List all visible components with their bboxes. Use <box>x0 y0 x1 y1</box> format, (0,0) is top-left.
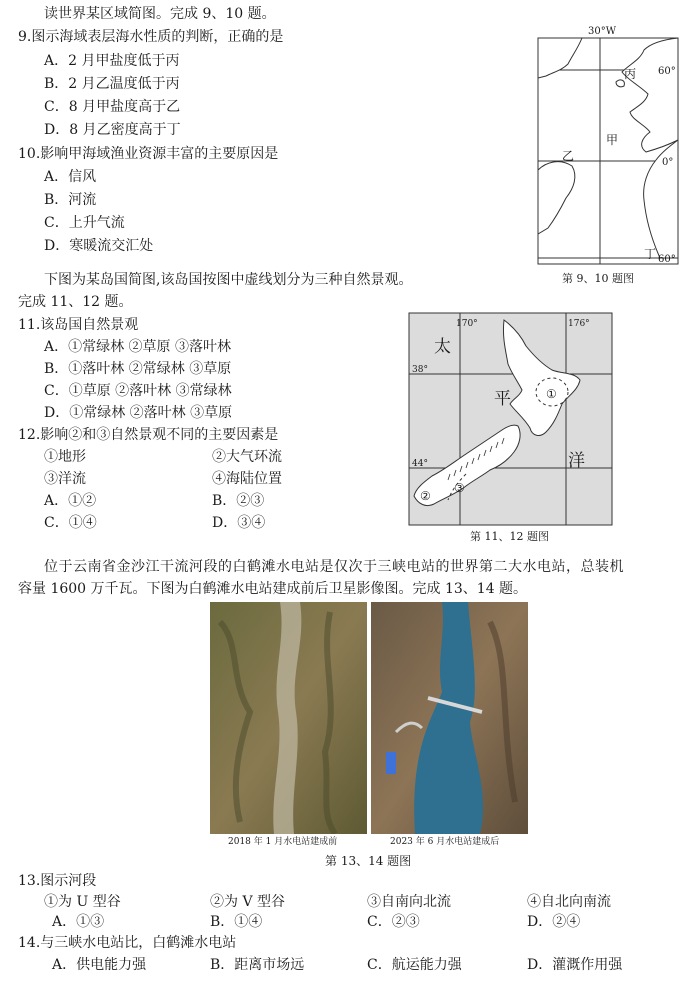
q13-option-c: C．②③ <box>367 914 420 930</box>
map-9-10-svg <box>520 20 680 290</box>
map2-ocean-ping: 平 <box>494 389 511 409</box>
intro-11-12-line2: 完成 11、12 题。 <box>18 294 133 310</box>
map2-ocean-tai: 太 <box>434 337 451 357</box>
q10-option-d: D．寒暖流交汇处 <box>44 238 154 254</box>
map1-caption: 第 9、10 题图 <box>562 272 634 285</box>
map2-lon-176: 176° <box>568 319 590 329</box>
q12-factor-3: ③洋流 <box>44 471 86 487</box>
intro-13-14-line1: 位于云南省金沙江干流河段的白鹤滩水电站是仅次于三峡电站的世界第二大水电站，总装机 <box>44 559 624 575</box>
q12-stem: 12.影响②和③自然景观不同的主要因素是 <box>18 427 279 443</box>
figure-13-14-caption: 第 13、14 题图 <box>325 854 412 868</box>
q14-option-c: C．航运能力强 <box>367 957 462 973</box>
q13-stem: 13.图示河段 <box>18 873 97 889</box>
q10-stem: 10.影响甲海域渔业资源丰富的主要原因是 <box>18 146 279 162</box>
map-11-12-svg <box>408 312 614 544</box>
map2-lat-44: 44° <box>412 459 428 469</box>
map1-lat-60s: 60° <box>658 254 676 265</box>
q12-option-b: B．②③ <box>212 493 265 509</box>
photo-after-caption: 2023 年 6 月水电站建成后 <box>390 837 500 847</box>
q14-option-a: A．供电能力强 <box>52 957 147 973</box>
q12-factor-4: ④海陆位置 <box>212 471 282 487</box>
map1-lat-60n: 60° <box>658 66 676 77</box>
map1-place-yi: 乙 <box>562 149 575 163</box>
q14-option-d: D．灌溉作用强 <box>527 957 623 973</box>
q11-option-b: B．①落叶林 ②常绿林 ③草原 <box>44 361 232 377</box>
map2-caption: 第 11、12 题图 <box>470 530 549 543</box>
q10-option-b: B．河流 <box>44 192 97 208</box>
q11-option-a: A．①常绿林 ②草原 ③落叶林 <box>44 339 232 355</box>
q14-option-b: B．距离市场远 <box>210 957 305 973</box>
q13-statement-1: ①为 U 型谷 <box>44 894 121 910</box>
satellite-figure <box>210 602 528 846</box>
q10-option-a: A．信风 <box>44 169 97 185</box>
intro-13-14-line2: 容量 1600 万千瓦。下图为白鹤滩水电站建成前后卫星影像图。完成 13、14 题。 <box>18 581 528 597</box>
q9-option-c: C．8 月甲盐度高于乙 <box>44 99 181 115</box>
q13-option-d: D．②④ <box>527 914 581 930</box>
map1-place-ding: 丁 <box>644 247 657 261</box>
map1-place-jia: 甲 <box>606 133 619 147</box>
satellite-photos-svg <box>210 602 528 834</box>
map2-region-3: ③ <box>454 481 465 495</box>
map2-region-2: ② <box>420 489 431 503</box>
q12-factor-2: ②大气环流 <box>212 449 282 465</box>
q9-stem: 9.图示海域表层海水性质的判断，正确的是 <box>18 29 284 45</box>
map2-lon-170: 170° <box>456 319 478 329</box>
map1-place-bing: 丙 <box>624 67 637 81</box>
map1-lat-0: 0° <box>662 157 674 168</box>
intro-9-10: 读世界某区域简图。完成 9、10 题。 <box>44 6 276 22</box>
q9-option-d: D．8 月乙密度高于丁 <box>44 122 181 138</box>
q12-option-d: D．③④ <box>212 515 266 531</box>
map2-ocean-yang: 洋 <box>568 451 585 471</box>
q9-option-b: B．2 月乙温度低于丙 <box>44 76 180 92</box>
q13-statement-2: ②为 V 型谷 <box>210 894 286 910</box>
q11-option-c: C．①草原 ②落叶林 ③常绿林 <box>44 383 232 399</box>
q13-option-a: A．①③ <box>52 914 105 930</box>
q14-stem: 14.与三峡水电站比，白鹤滩水电站 <box>18 935 237 951</box>
q12-option-c: C．①④ <box>44 515 97 531</box>
q13-statement-3: ③自南向北流 <box>367 894 451 910</box>
map1-top-label: 30°W <box>588 26 617 37</box>
map-11-12 <box>408 312 614 544</box>
q12-option-a: A．①② <box>44 493 97 509</box>
q12-factor-1: ①地形 <box>44 449 86 465</box>
photo-before-caption: 2018 年 1 月水电站建成前 <box>228 837 338 847</box>
q10-option-c: C．上升气流 <box>44 215 125 231</box>
q9-option-a: A．2 月甲盐度低于丙 <box>44 53 180 69</box>
map-9-10 <box>520 20 680 290</box>
q11-option-d: D．①常绿林 ②落叶林 ③草原 <box>44 405 233 421</box>
q13-option-b: B．①④ <box>210 914 263 930</box>
map2-lat-38: 38° <box>412 365 428 375</box>
q11-stem: 11.该岛国自然景观 <box>18 317 139 333</box>
q13-statement-4: ④自北向南流 <box>527 894 611 910</box>
map2-region-1: ① <box>546 387 557 401</box>
intro-11-12-line1: 下图为某岛国简图,该岛国按图中虚线划分为三种自然景观。 <box>44 272 413 288</box>
